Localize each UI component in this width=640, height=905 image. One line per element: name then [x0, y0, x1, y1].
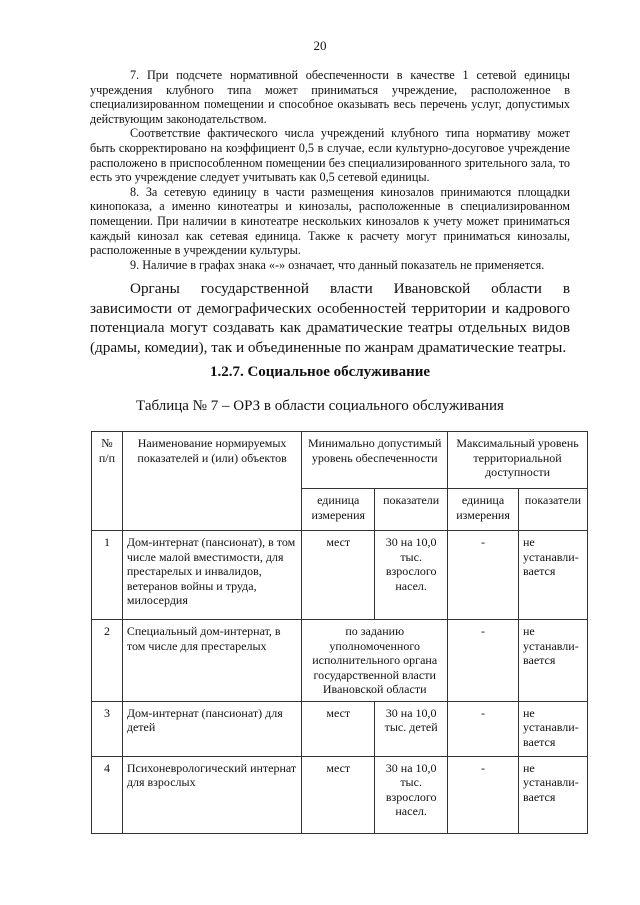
- row-unit2: -: [448, 620, 519, 702]
- row-value2: не устанавли-вается: [519, 701, 588, 756]
- row-num: 1: [92, 531, 123, 620]
- table-caption: Таблица № 7 – ОРЗ в области социального обслуживания: [136, 398, 504, 414]
- header-min: Минимально допустимый уровень обеспеченности: [302, 432, 448, 489]
- row-merged: по заданию уполномоченного исполнительного органа государственной власти Ивановской области: [302, 620, 448, 702]
- notes: [90, 68, 570, 272]
- section-heading: 1.2.7. Социальное обслуживание: [209, 364, 431, 380]
- row-name: Специальный дом-интернат, в том числе для престарелых: [122, 620, 301, 702]
- row-num: 4: [92, 756, 123, 833]
- row-unit2: -: [448, 701, 519, 756]
- table-row: [92, 701, 588, 756]
- note-7-cont: Соответствие фактического числа учреждений клубного типа нормативу может быть скорректировано на коэффициент 0,5 в случае, если культурно-досуговое учреждение расположено в приспособленном помещении без специализированного зрительного зала, то есть это учреждение следует учитывать как 0,5 сетевой единицы.: [90, 126, 570, 185]
- note-9: 9. Наличие в графах знака «-» означает, что данный показатель не применяется.: [130, 257, 545, 272]
- row-name: Дом-интернат (пансионат) для детей: [122, 701, 301, 756]
- header-value2: показатели: [519, 489, 588, 531]
- row-name: Дом-интернат (пансионат), в том числе малой вместимости, для престарелых и инвалидов, ветеранов войны и труда, милосердия: [122, 531, 301, 620]
- row-num: 3: [92, 701, 123, 756]
- row-unit2: -: [448, 756, 519, 833]
- header-value: показатели: [375, 489, 448, 531]
- standards-table: [91, 431, 588, 834]
- table-row: [92, 756, 588, 833]
- row-unit2: -: [448, 531, 519, 620]
- row-value: 30 на 10,0 тыс. детей: [375, 701, 448, 756]
- row-value2: не устанавли-вается: [519, 620, 588, 702]
- row-unit: мест: [302, 701, 375, 756]
- row-value2: не устанавли-вается: [519, 756, 588, 833]
- note-8: 8. За сетевую единицу в части размещения кинозалов принимаются площадки кинопоказа, а именно кинотеатры и кинозалы, расположенные в специализированном помещении. При наличии в кинотеатре нескольких кинозалов к учету может приниматься каждый кинозал как сетевая единица. Также к расчету могут приниматься кинозалы, расположенные в учреждении культуры.: [90, 184, 570, 258]
- body-paragraph: [90, 279, 570, 357]
- header-name: Наименование нормируемых показателей и (или) объектов: [122, 432, 301, 531]
- row-value2: не устанавли-вается: [519, 531, 588, 620]
- header-max: Максимальный уровень территориальной доступности: [448, 432, 588, 489]
- table-row: [92, 620, 588, 702]
- header-unit: единица измерения: [302, 489, 375, 531]
- row-value: 30 на 10,0 тыс. взрослого насел.: [375, 531, 448, 620]
- header-num: № п/п: [92, 432, 123, 531]
- note-7: 7. При подсчете нормативной обеспеченности в качестве 1 сетевой единицы учреждения клубного типа может приниматься учреждение, расположенное в специализированном помещении и способное оказывать весь перечень услуг, допустимых действующим законодательством.: [90, 68, 570, 126]
- page-number: 20: [313, 38, 327, 53]
- row-unit: мест: [302, 531, 375, 620]
- row-value: 30 на 10,0 тыс. взрослого насел.: [375, 756, 448, 833]
- paragraph-text: Органы государственной власти Ивановской области в зависимости от демографических особенностей территории и кадрового потенциала могут создавать как драматические театры отдельных видов (драмы, комедии), так и объединенные по жанрам драматические театры.: [90, 280, 570, 356]
- table-row: [92, 531, 588, 620]
- row-unit: мест: [302, 756, 375, 833]
- row-num: 2: [92, 620, 123, 702]
- header-unit2: единица измерения: [448, 489, 519, 531]
- table-header-row: [92, 432, 588, 489]
- row-name: Психоневрологический интернат для взрослых: [122, 756, 301, 833]
